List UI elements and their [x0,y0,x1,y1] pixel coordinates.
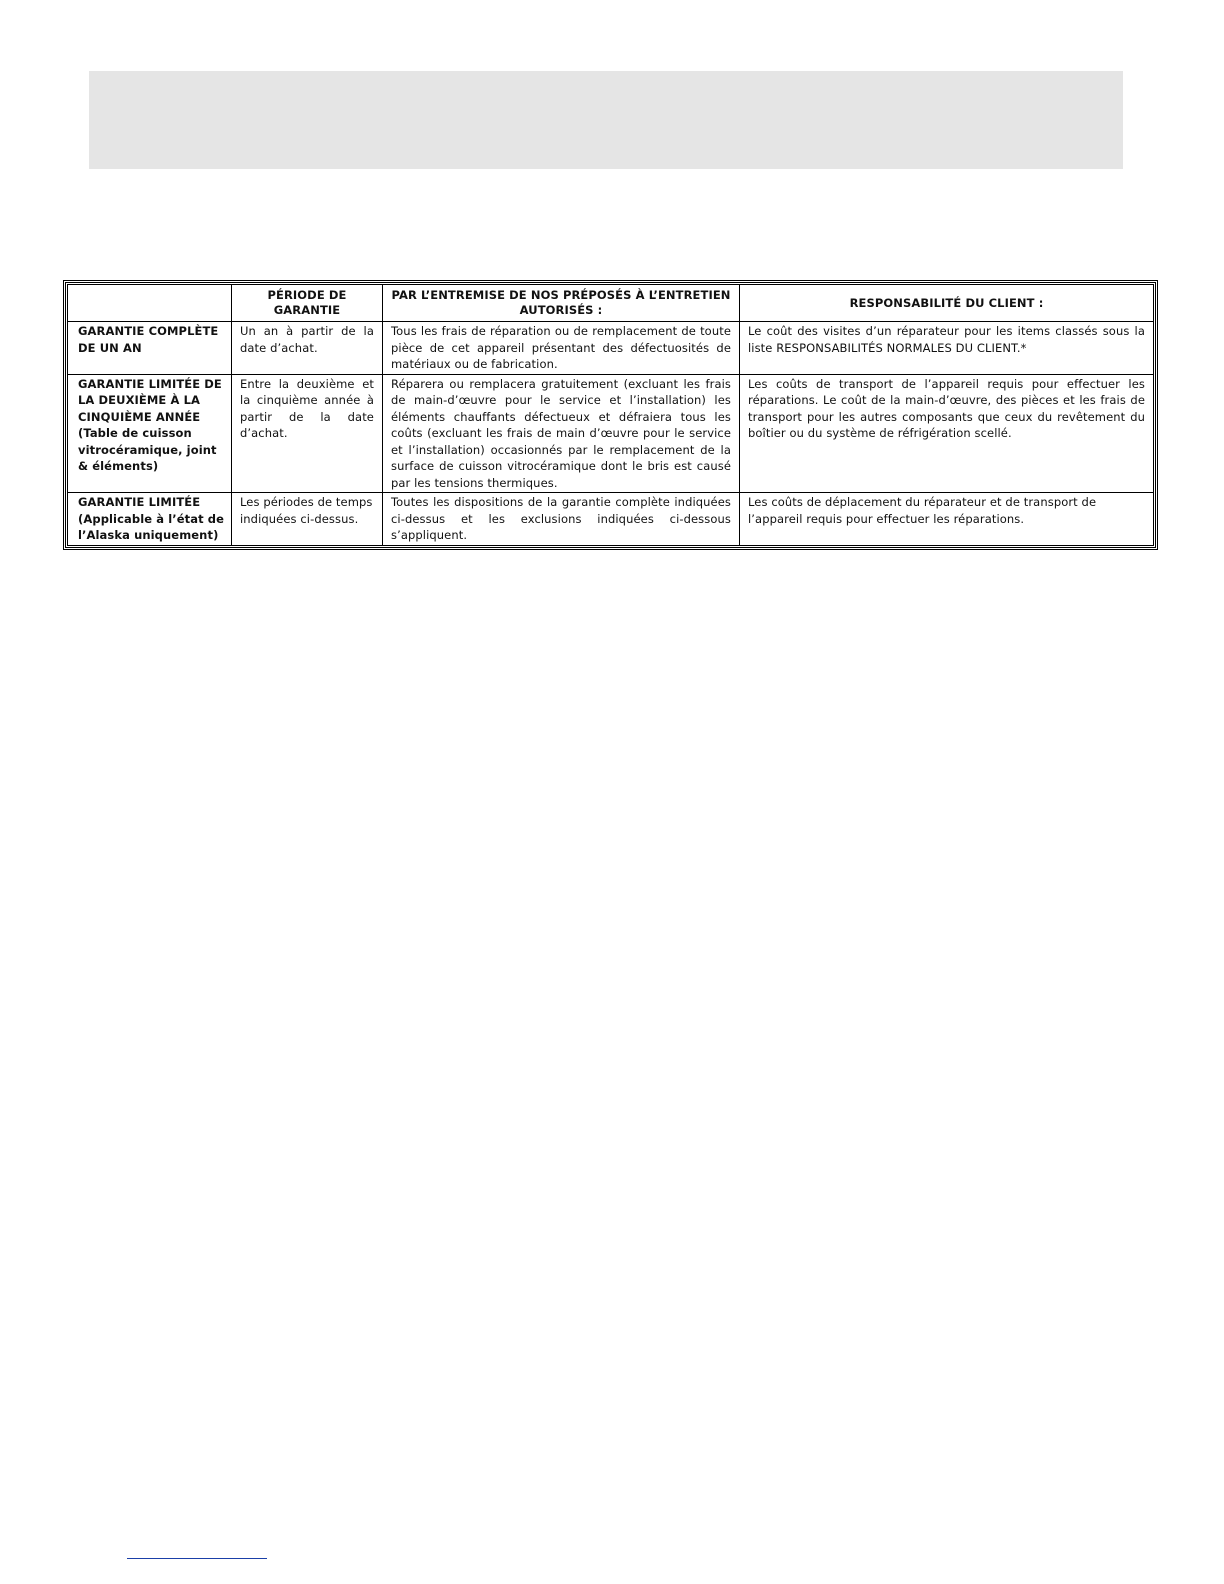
row-title: GARANTIE COMPLÈTE DE UN AN [68,322,232,375]
row-service: Toutes les dispositions de la garantie complète indiquées ci-dessus et les exclusions indiquées ci-dessous s’appliquent. [383,493,740,546]
row-title: GARANTIE LIMITÉE (Applicable à l’état de l’Alaska uniquement) [68,493,232,546]
header-period: PÉRIODE DE GARANTIE [232,285,383,322]
row-client: Les coûts de transport de l’appareil requis pour effectuer les réparations. Le coût de la main-d’œuvre, des pièces et les frais de transport pour les autres composants que ceux du revêtement du boîtier ou du système de réfrigération scellé. [740,374,1154,493]
warranty-table-frame [63,280,1158,550]
row-period: Les périodes de temps indiquées ci-dessus. [232,493,383,546]
table-header-row [68,285,1154,322]
row-client: Les coûts de déplacement du réparateur et de transport de l’appareil requis pour effectuer les réparations. [740,493,1154,546]
table-row [68,374,1154,493]
warranty-table [67,284,1154,546]
header-empty-cell [68,285,232,322]
row-service: Réparera ou remplacera gratuitement (excluant les frais de main-d’œuvre pour le service et l’installation) les éléments chauffants défectueux et défraiera tous les coûts (excluant les frais de main d’œuvre pour le service et l’installation) occasionnés par le remplacement de la surface de cuisson vitrocéramique dont le bris est causé par les tensions thermiques. [383,374,740,493]
row-period: Un an à partir de la date d’achat. [232,322,383,375]
header-service: PAR L’ENTREMISE DE NOS PRÉPOSÉS À L’ENTRETIEN AUTORISÉS : [383,285,740,322]
table-row [68,322,1154,375]
table-row [68,493,1154,546]
header-banner [89,71,1123,169]
row-title: GARANTIE LIMITÉE DE LA DEUXIÈME À LA CINQUIÈME ANNÉE (Table de cuisson vitrocéramique, joint & éléments) [68,374,232,493]
row-client: Le coût des visites d’un réparateur pour les items classés sous la liste RESPONSABILITÉS NORMALES DU CLIENT.* [740,322,1154,375]
row-period: Entre la deuxième et la cinquième année à partir de la date d’achat. [232,374,383,493]
row-service: Tous les frais de réparation ou de remplacement de toute pièce de cet appareil présentant des défectuosités de matériaux ou de fabrication. [383,322,740,375]
footer-link-underline [127,1558,267,1559]
header-client: RESPONSABILITÉ DU CLIENT : [740,285,1154,322]
